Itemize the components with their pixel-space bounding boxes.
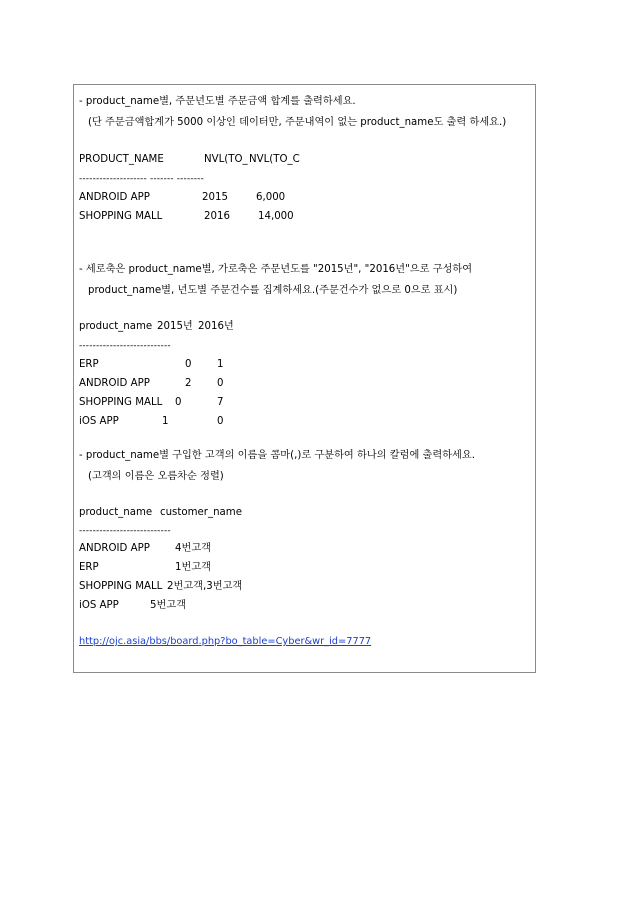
result-1-row-1-name: ANDROID APP [79,192,150,203]
result-3-row-2-name: ERP [79,562,99,573]
result-3-row-3-name: SHOPPING MALL [79,581,163,592]
result-2-header-col-2: 2015년 [157,321,193,332]
result-1-row-1-year: 2015 [202,192,228,203]
result-3-row-2-customers: 1번고객 [175,562,212,573]
result-1-row-2-year: 2016 [204,211,230,222]
result-1-row-2-amount: 14,000 [258,211,294,222]
reference-link[interactable]: http://ojc.asia/bbs/board.php?bo_table=Cyber&wr_id=7777 [79,636,372,647]
question-2-line-2: product_name별, 년도별 주문건수를 집계하세요.(주문건수가 없으로 0으로 표시) [88,285,458,296]
result-2-row-4-2016: 0 [217,416,224,427]
result-2-row-1-name: ERP [79,359,99,370]
result-2-header-col-1: product_name [79,321,153,332]
result-1-row-1-amount: 6,000 [256,192,286,203]
content-box [73,84,536,673]
result-2-row-4-name: iOS APP [79,416,119,427]
question-2-line-1: - 세로축은 product_name별, 가로축은 주문년도를 "2015년", "2016년"으로 구성하여 [79,264,473,275]
result-1-header-col-1: PRODUCT_NAME [79,154,164,165]
result-3-row-4-name: iOS APP [79,600,119,611]
result-2-row-3-2015: 0 [175,397,182,408]
result-1-row-2-name: SHOPPING MALL [79,211,163,222]
result-2-row-3-name: SHOPPING MALL [79,397,163,408]
result-3-row-4-customers: 5번고객 [150,600,187,611]
result-1-header-col-3: NVL(TO_C [249,154,300,165]
result-2-row-2-2016: 0 [217,378,224,389]
result-3-row-1-name: ANDROID APP [79,543,150,554]
question-1-line-2: (단 주문금액합계가 5000 이상인 데이터만, 주문내역이 없는 product_name도 출력 하세요.) [88,117,507,128]
result-2-row-2-2015: 2 [185,378,192,389]
result-3-header-col-2: customer_name [160,507,242,518]
result-2-separator: --------------------------- [79,341,171,351]
result-2-row-1-2015: 0 [185,359,192,370]
result-3-header-col-1: product_name [79,507,153,518]
question-3-line-2: (고객의 이름은 오름차순 정렬) [88,471,224,482]
result-2-row-1-2016: 1 [217,359,224,370]
result-1-separator: -------------------- ------- -------- [79,174,204,184]
result-2-row-4-2015: 1 [162,416,169,427]
question-3-line-1: - product_name별 구입한 고객의 이름을 콤마(,)로 구분하여 하나의 칼럼에 출력하세요. [79,450,475,461]
result-2-header-col-3: 2016년 [198,321,234,332]
result-2-row-3-2016: 7 [217,397,224,408]
result-3-row-3-customers: 2번고객,3번고객 [167,581,243,592]
result-2-row-2-name: ANDROID APP [79,378,150,389]
result-3-separator: --------------------------- [79,526,171,536]
result-3-row-1-customers: 4번고객 [175,543,212,554]
result-1-header-col-2: NVL(TO_ [204,154,248,165]
question-1-line-1: - product_name별, 주문년도별 주문금액 합계를 출력하세요. [79,96,356,107]
